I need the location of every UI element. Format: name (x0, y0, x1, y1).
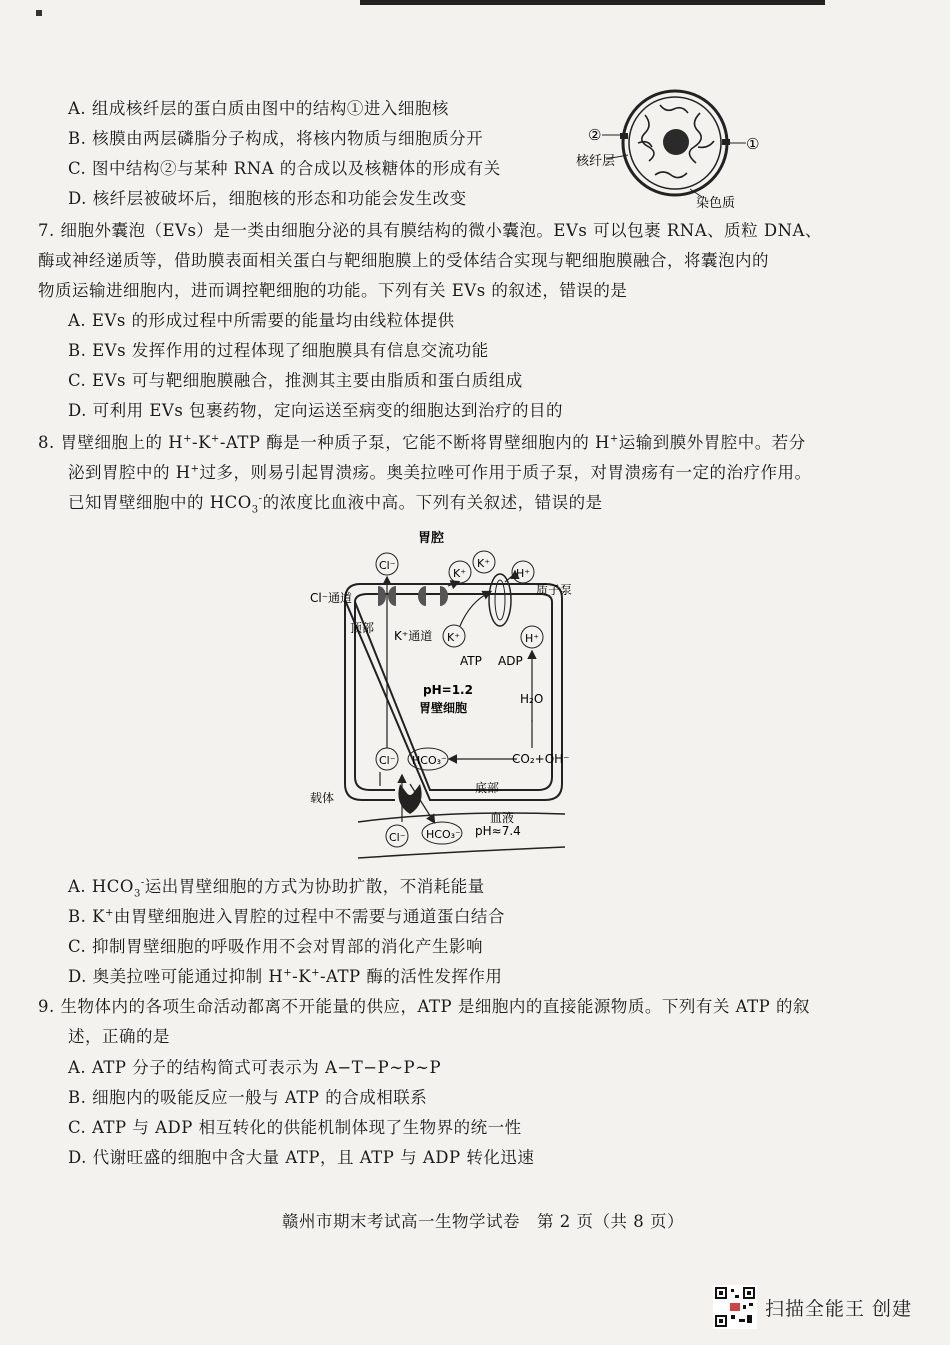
cell-label: 胃壁细胞 (419, 701, 468, 715)
adp-label: ADP (498, 654, 523, 668)
qr-code-icon (713, 1285, 757, 1329)
q8-option-c: C. 抑制胃壁细胞的呼吸作用不会对胃部的消化产生影响 (68, 937, 484, 956)
q8-stem-1: 8. 胃壁细胞上的 H+-K+-ATP 酶是一种质子泵，它能不断将胃壁细胞内的 H+运输到膜外胃腔中。若分 (38, 433, 806, 452)
q7-stem-3: 物质运输进细胞内，进而调控靶细胞的功能。下列有关 EVs 的叙述，错误的是 (38, 281, 628, 300)
label-1: ① (746, 135, 760, 153)
ion-cl-blood: Cl⁻ (389, 831, 406, 844)
ion-k-lumen-2: K⁺ (477, 557, 491, 570)
carrier-label: 载体 (310, 791, 335, 805)
ion-hco3-cell: HCO₃⁻ (412, 754, 447, 767)
q9-option-d: D. 代谢旺盛的细胞中含大量 ATP，且 ATP 与 ADP 转化迅速 (68, 1148, 535, 1167)
atp-label: ATP (460, 654, 482, 668)
q7-option-d: D. 可利用 EVs 包裹药物，定向运送至病变的细胞达到治疗的目的 (68, 401, 564, 420)
ion-h-lumen: H⁺ (516, 567, 531, 580)
nuclear-lamina-label: 核纤层 (576, 154, 616, 169)
co2-label: CO₂+OH⁻ (512, 752, 570, 766)
k-channel (418, 586, 426, 606)
label-2: ② (588, 126, 602, 144)
water-label: H₂O (520, 692, 544, 706)
cl-channel-label: Cl⁻通道 (310, 591, 353, 605)
apical-label: 顶部 (350, 621, 375, 635)
q8-option-d: D. 奥美拉唑可能通过抑制 H+-K+-ATP 酶的活性发挥作用 (68, 967, 503, 986)
q7-option-c: C. EVs 可与靶细胞膜融合，推测其主要由脂质和蛋白质组成 (68, 371, 523, 390)
lumen-label: 胃腔 (418, 531, 445, 546)
scan-mark (36, 10, 42, 16)
q8-stem-2: 泌到胃腔中的 H+过多，则易引起胃溃疡。奥美拉唑可作用于质子泵，对胃溃疡有一定的治疗作用。 (68, 463, 812, 482)
ion-hco3-blood: HCO₃⁻ (426, 828, 461, 841)
basal-label: 底部 (475, 781, 500, 795)
scanner-watermark (713, 1285, 912, 1329)
q7-stem-2: 酶或神经递质等，借助膜表面相关蛋白与靶细胞膜上的受体结合实现与靶细胞膜融合，将囊泡内的 (38, 251, 769, 270)
proton-pump (489, 574, 511, 626)
q7-stem-1: 7. 细胞外囊泡（EVs）是一类由细胞分泌的具有膜结构的微小囊泡。EVs 可以包裹 RNA、质粒 DNA、 (38, 221, 822, 240)
q7-option-b: B. EVs 发挥作用的过程体现了细胞膜具有信息交流功能 (68, 341, 489, 360)
q6-option-a: A. 组成核纤层的蛋白质由图中的结构①进入细胞核 (68, 99, 449, 118)
ion-k-lumen: K⁺ (453, 567, 467, 580)
q8-option-a: A. $HCO_3^-$运出胃壁细胞的方式为协助扩散，不消耗能量 (68, 877, 485, 900)
ph-blood-label: pH≈7.4 (475, 824, 521, 838)
k-channel-label: K⁺通道 (394, 629, 433, 643)
nucleus-figure (570, 85, 770, 210)
q9-option-b: B. 细胞内的吸能反应一般与 ATP 的合成相联系 (68, 1088, 428, 1107)
q6-option-c: C. 图中结构②与某种 RNA 的合成以及核糖体的形成有关 (68, 159, 501, 178)
q6-option-d: D. 核纤层被破坏后，细胞核的形态和功能会发生改变 (68, 189, 467, 208)
q9-stem-1: 9. 生物体内的各项生命活动都离不开能量的供应，ATP 是细胞内的直接能源物质。下列有关 ATP 的叙 (38, 997, 810, 1016)
ion-h-cell: H⁺ (525, 632, 540, 645)
cl-channel (378, 586, 386, 606)
q6-option-b: B. 核膜由两层磷脂分子构成，将核内物质与细胞质分开 (68, 129, 484, 148)
q9-stem-2: 述，正确的是 (68, 1027, 170, 1046)
q7-option-a: A. EVs 的形成过程中所需要的能量均由线粒体提供 (68, 311, 455, 330)
nuclear-pore (722, 139, 730, 145)
blood-label: 血液 (490, 811, 515, 825)
proton-pump-label: 质子泵 (536, 583, 573, 597)
ion-k-cell: K⁺ (447, 631, 461, 644)
chromatin-label: 染色质 (696, 196, 736, 210)
q8-stem-3: 已知胃壁细胞中的 $HCO_3^-$的浓度比血液中高。下列有关叙述，错误的是 (68, 493, 603, 516)
scan-edge (360, 0, 825, 5)
ion-cl-lumen: Cl⁻ (379, 559, 396, 572)
ph-cell-label: pH=1.2 (423, 683, 473, 697)
parietal-cell-figure (300, 522, 590, 860)
nucleolus (663, 129, 689, 155)
page-footer: 赣州市期末考试高一生物学试卷 第 2 页（共 8 页） (282, 1212, 684, 1231)
q8-option-b: B. K+由胃壁细胞进入胃腔的过程中不需要与通道蛋白结合 (68, 907, 505, 926)
q9-option-c: C. ATP 与 ADP 相互转化的供能机制体现了生物界的统一性 (68, 1118, 522, 1137)
ion-cl-cell: Cl⁻ (379, 754, 396, 767)
nuclear-pore (620, 133, 628, 139)
watermark-text: 扫描全能王 创建 (765, 1297, 913, 1320)
q9-option-a: A. ATP 分子的结构简式可表示为 A−T−P∼P∼P (68, 1058, 442, 1077)
